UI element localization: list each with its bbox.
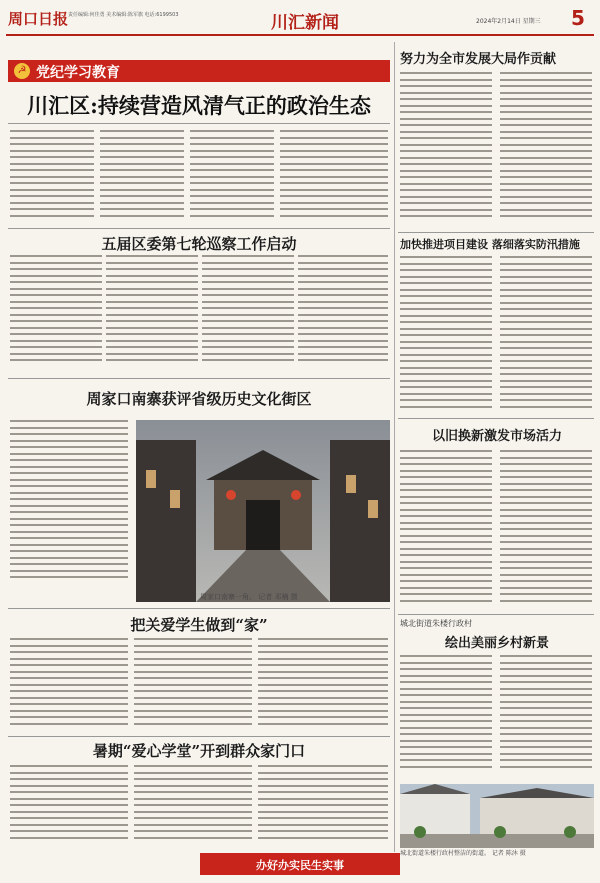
headline-project: 加快推进项目建设 落细落实防汛措施	[400, 238, 580, 251]
lead-headline: 川汇区:持续营造风清气正的政治生态	[27, 93, 371, 118]
village-photo	[400, 784, 594, 848]
love-text-col-1	[10, 638, 128, 733]
headline-love-students: 把关爱学生做到“家”	[130, 616, 268, 634]
headline-village: 绘出美丽乡村新景	[444, 636, 549, 651]
masthead-info: 责任编辑:何佳勇 美术编辑:陈军旗 电话:6199503	[68, 12, 179, 18]
footer-label: 办好办实民生实事	[256, 859, 344, 872]
divider-3	[8, 378, 390, 379]
inspection-text-col-3	[202, 255, 294, 373]
lead-divider	[8, 123, 390, 124]
section-title: 川汇新闻	[271, 13, 339, 33]
headline-consume: 以旧换新激发市场活力	[431, 429, 562, 444]
street-photo	[136, 420, 390, 602]
column-separator	[394, 42, 395, 852]
divider-4	[8, 608, 390, 609]
topic-banner	[8, 60, 390, 82]
village-photo-caption: 城北街道朱楼行政村整洁的街道。 记者 陈沐 摄	[400, 850, 526, 857]
street-scene	[136, 420, 390, 602]
consume-text-col-1	[400, 450, 492, 610]
party-emblem-icon: ☭	[14, 63, 30, 79]
inspection-text-col-2	[106, 255, 198, 373]
divider-r1	[398, 232, 594, 233]
develop-text-col-2	[500, 72, 592, 230]
divider-5	[8, 736, 390, 737]
divider-2	[8, 228, 390, 229]
masthead	[6, 6, 594, 36]
summer-text-col-2	[134, 765, 252, 847]
inspection-text-col-4	[298, 255, 388, 373]
page-number: 5	[571, 6, 585, 30]
lead-text-col-3	[190, 130, 274, 225]
headline-streets: 周家口南寨获评省级历史文化街区	[86, 390, 312, 408]
divider-r3	[398, 614, 594, 615]
village-text-col-1	[400, 655, 492, 780]
village-text-col-2	[500, 655, 592, 780]
street-photo-caption: 周家口南寨一角。 记者 邓楠 摄	[200, 593, 298, 601]
streets-text-col	[10, 420, 128, 595]
develop-text-col-1	[400, 72, 492, 230]
love-text-col-2	[134, 638, 252, 733]
village-scene	[400, 784, 594, 848]
lead-text-col-1	[10, 130, 94, 225]
summer-text-col-1	[10, 765, 128, 847]
headline-summer-class: 暑期“爱心学堂”开到群众家门口	[92, 742, 306, 760]
inspection-text-col-1	[10, 255, 102, 373]
newspaper-logo: 周口日报	[8, 10, 69, 28]
consume-text-col-2	[500, 450, 592, 610]
summer-text-col-3	[258, 765, 388, 847]
project-text-col-2	[500, 256, 592, 416]
banner-label: 党纪学习教育	[36, 65, 120, 81]
lead-text-col-4	[280, 130, 388, 225]
issue-date: 2024年2月14日 星期三	[476, 18, 541, 25]
footer-banner	[200, 853, 400, 875]
divider-r2	[398, 418, 594, 419]
project-text-col-1	[400, 256, 492, 416]
love-text-col-3	[258, 638, 388, 733]
lead-text-col-2	[100, 130, 184, 225]
headline-develop: 努力为全市发展大局作贡献	[400, 52, 557, 67]
headline-inspection: 五届区委第七轮巡察工作启动	[101, 235, 297, 253]
village-label: 城北街道朱楼行政村	[400, 619, 472, 628]
